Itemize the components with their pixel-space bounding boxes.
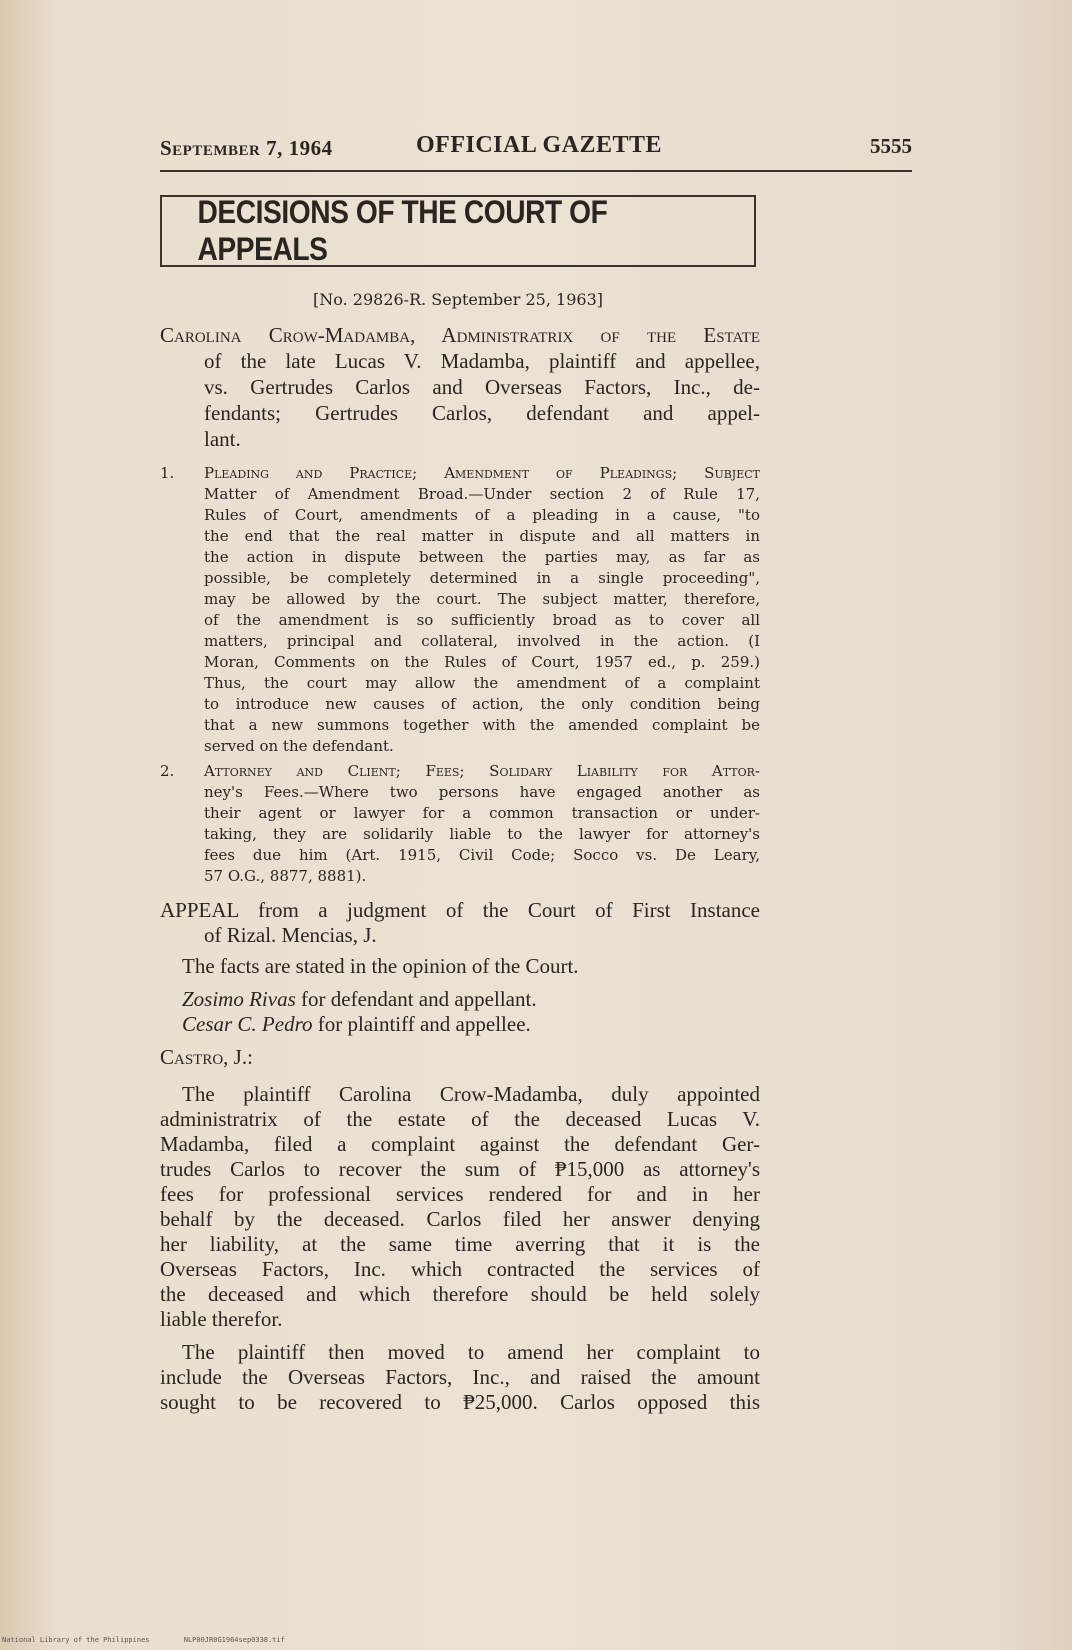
paragraph-line: The plaintiff then moved to amend her complaint to	[182, 1340, 760, 1364]
page-header	[160, 130, 912, 170]
facts-statement: The facts are stated in the opinion of the Court.	[182, 954, 579, 978]
syllabus	[160, 463, 760, 891]
syllabus-line: that a new summons together with the amended complaint be	[204, 716, 760, 734]
header-date: September 7, 1964	[160, 136, 333, 160]
syllabus-line: served on the defendant.	[204, 737, 394, 755]
paragraph-line: the deceased and which therefore should be held solely	[160, 1282, 760, 1306]
syllabus-line: their agent or lawyer for a common transaction or under-	[204, 804, 760, 822]
paragraph-line: behalf by the deceased. Carlos filed her answer denying	[160, 1207, 760, 1231]
paragraph-line: fees for professional services rendered for and in her	[160, 1182, 760, 1206]
paragraph-line: include the Overseas Factors, Inc., and raised the amount	[160, 1365, 760, 1389]
parties-line: lant.	[204, 427, 241, 451]
syllabus-line: taking, they are solidarily liable to the lawyer for attorney's	[204, 825, 760, 843]
syllabus-line: Rules of Court, amendments of a pleading in a cause, "to	[204, 506, 760, 524]
case-parties	[160, 322, 760, 452]
syllabus-line: to introduce new causes of action, the only condition being	[204, 695, 760, 713]
syllabus-number: 2.	[160, 762, 175, 780]
paragraph-line: Madamba, filed a complaint against the defendant Ger-	[160, 1132, 760, 1156]
paragraph-1	[160, 1082, 760, 1332]
counsel-name: Cesar C. Pedro	[182, 1012, 313, 1036]
counsel-role: for defendant and appellant.	[301, 987, 537, 1011]
footer-library: National Library of the Philippines	[2, 1636, 150, 1644]
paragraph-line: trudes Carlos to recover the sum of ₱15,000 as attorney's	[160, 1157, 760, 1181]
parties-line: Carolina Crow-Madamba, Administratrix of the Estate	[160, 323, 760, 347]
syllabus-line: the action in dispute between the parties may, as far as	[204, 548, 760, 566]
appeal-line: of Rizal. Mencias, J.	[204, 923, 377, 947]
section-title-box	[160, 195, 756, 267]
syllabus-line: Pleading and Practice; Amendment of Pleadings; Subject	[204, 464, 760, 482]
syllabus-item-2	[160, 761, 760, 887]
docket-number: [No. 29826-R. September 25, 1963]	[313, 290, 603, 309]
counsel-line	[182, 1012, 760, 1037]
paragraph-line: sought to be recovered to ₱25,000. Carlos opposed this	[160, 1390, 760, 1414]
section-title: DECISIONS OF THE COURT OF APPEALS	[197, 194, 608, 267]
parties-line: fendants; Gertrudes Carlos, defendant and appel-	[204, 401, 760, 425]
syllabus-line: may be allowed by the court. The subject matter, therefore,	[204, 590, 760, 608]
syllabus-line: the end that the real matter in dispute and all matters in	[204, 527, 760, 545]
counsel-name: Zosimo Rivas	[182, 987, 296, 1011]
decision-body	[160, 898, 760, 1415]
page-number: 5555	[870, 134, 912, 158]
syllabus-line: matters, principal and collateral, involved in the action. (I	[204, 632, 760, 650]
syllabus-line: Moran, Comments on the Rules of Court, 1957 ed., p. 259.)	[204, 653, 760, 671]
counsel-line	[182, 987, 760, 1012]
syllabus-line: fees due him (Art. 1915, Civil Code; Socco vs. De Leary,	[204, 846, 760, 864]
appeal-line: APPEAL from a judgment of the Court of First Instance	[160, 898, 760, 922]
syllabus-line: Thus, the court may allow the amendment of a complaint	[204, 674, 760, 692]
paragraph-line: her liability, at the same time averring that it is the	[160, 1232, 760, 1256]
syllabus-line: of the amendment is so sufficiently broad as to cover all	[204, 611, 760, 629]
appeal-block	[160, 898, 760, 948]
footer-file: NLP00JR0G1964sep0338.tif	[183, 1636, 285, 1644]
counsel-block	[160, 987, 760, 1037]
parties-line: of the late Lucas V. Madamba, plaintiff and appellee,	[204, 349, 760, 373]
paragraph-line: Overseas Factors, Inc. which contracted the services of	[160, 1257, 760, 1281]
syllabus-line: 57 O.G., 8877, 8881).	[204, 867, 367, 885]
header-rule	[160, 170, 912, 172]
syllabus-number: 1.	[160, 464, 175, 482]
parties-line: vs. Gertrudes Carlos and Overseas Factors, Inc., de-	[204, 375, 760, 399]
syllabus-line: possible, be completely determined in a single proceeding",	[204, 569, 760, 587]
syllabus-line: Matter of Amendment Broad.—Under section 2 of Rule 17,	[204, 485, 760, 503]
paragraph-line: administratrix of the estate of the deceased Lucas V.	[160, 1107, 760, 1131]
judge-name: Castro, J.:	[160, 1045, 253, 1069]
paragraph-line: The plaintiff Carolina Crow-Madamba, duly appointed	[182, 1082, 760, 1106]
syllabus-item-1	[160, 463, 760, 757]
paragraph-line: liable therefor.	[160, 1307, 283, 1331]
scan-footer	[2, 1636, 315, 1644]
paragraph-2	[160, 1340, 760, 1415]
counsel-role: for plaintiff and appellee.	[317, 1012, 531, 1036]
syllabus-line: Attorney and Client; Fees; Solidary Liability for Attor-	[204, 762, 760, 780]
syllabus-line: ney's Fees.—Where two persons have engaged another as	[204, 783, 760, 801]
header-title: OFFICIAL GAZETTE	[416, 132, 663, 158]
